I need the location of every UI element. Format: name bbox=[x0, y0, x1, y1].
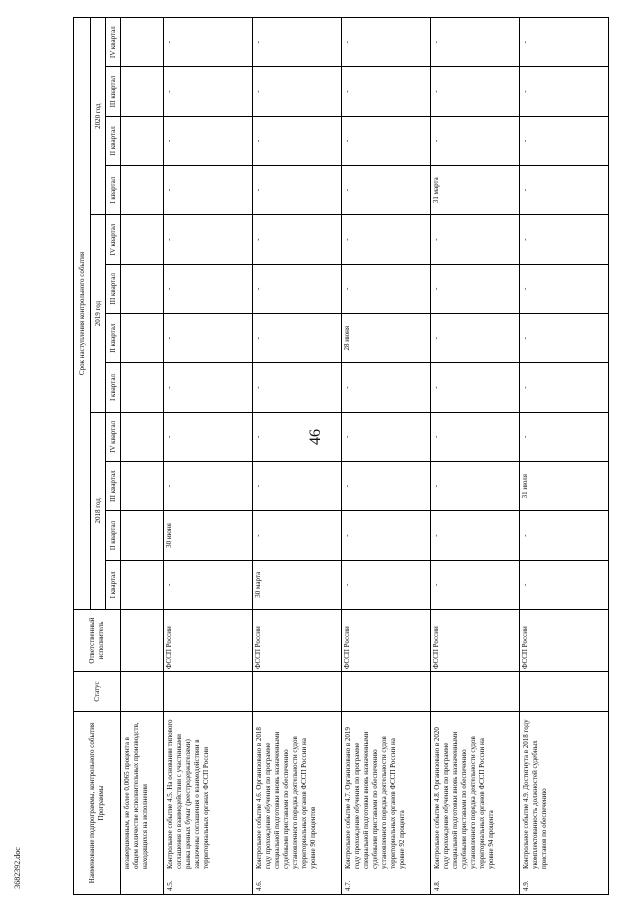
deadline-cell: - bbox=[431, 116, 520, 165]
deadline-cell: - bbox=[164, 363, 253, 412]
event-name: Контрольное событие 4.8. Организовано в 2020 году прохождение обучения по программе специальной подготовки вновь назначенными судебными приставами по обеспечению установленного порядка деятельности судов территориальных органов ФССП России на уровне 94 процента bbox=[433, 727, 495, 869]
deadline-cell: - bbox=[164, 462, 253, 511]
deadline-cell: - bbox=[431, 67, 520, 116]
status-cell bbox=[253, 672, 342, 712]
deadline-cell: - bbox=[253, 215, 342, 264]
deadline-cell: - bbox=[431, 462, 520, 511]
deadline-cell: - bbox=[520, 511, 609, 560]
table-row bbox=[520, 17, 609, 894]
deadline-cell bbox=[121, 560, 164, 609]
deadline-cell: - bbox=[431, 412, 520, 461]
deadline-cell: - bbox=[253, 511, 342, 560]
deadline-cell: - bbox=[342, 67, 431, 116]
deadline-cell: - bbox=[520, 116, 609, 165]
header-quarter: IV квартал bbox=[106, 412, 121, 461]
deadline-cell: - bbox=[253, 314, 342, 363]
deadline-cell bbox=[121, 462, 164, 511]
header-name: Наименование подпрограммы, контрольного события Программы bbox=[74, 712, 121, 895]
deadline-cell: - bbox=[253, 412, 342, 461]
deadline-cell: - bbox=[342, 166, 431, 215]
deadline-cell: - bbox=[164, 560, 253, 609]
header-quarter: III квартал bbox=[106, 264, 121, 313]
deadline-cell: - bbox=[342, 215, 431, 264]
deadline-cell: - bbox=[253, 67, 342, 116]
deadline-cell bbox=[121, 166, 164, 215]
event-name: Контрольное событие 4.9. Достигнута в 2018 году укомплектованность должностей судебных приставов по обеспечению bbox=[522, 719, 548, 869]
event-name-cell bbox=[253, 712, 342, 895]
header-quarter: III квартал bbox=[106, 462, 121, 511]
page-number: 46 bbox=[307, 429, 324, 445]
event-number: 4.6. bbox=[255, 880, 263, 891]
deadline-cell bbox=[121, 363, 164, 412]
deadline-cell: - bbox=[520, 363, 609, 412]
header-quarter: II квартал bbox=[106, 314, 121, 363]
deadline-cell bbox=[121, 412, 164, 461]
deadline-cell: - bbox=[164, 412, 253, 461]
deadline-cell: - bbox=[520, 264, 609, 313]
deadline-cell: - bbox=[431, 17, 520, 66]
deadline-cell: - bbox=[253, 363, 342, 412]
event-name: Контрольное событие 4.5. На основании типового соглашения о взаимодействии с участниками рынка ценных бумаг (реестродержателями) заключены соглашения о взаимодействии в территориальных органах ФССП России bbox=[166, 719, 210, 869]
header-quarter: I квартал bbox=[106, 363, 121, 412]
deadline-cell: - bbox=[253, 17, 342, 66]
header-quarter: I квартал bbox=[106, 560, 121, 609]
document-id: 3682392.doc bbox=[13, 847, 22, 889]
deadline-cell: - bbox=[342, 363, 431, 412]
rotated-table-wrapper bbox=[73, 18, 633, 895]
event-name-cell bbox=[164, 712, 253, 895]
deadline-cell bbox=[121, 116, 164, 165]
event-name: Контрольное событие 4.6. Организовано в 2018 году прохождение обучения по программе специальной подготовки вновь назначенными судебными приставами по обеспечению установленного порядка деятельности судов территориальных органов ФССП России на уровне 90 процентов bbox=[255, 727, 317, 869]
event-name-cell bbox=[342, 712, 431, 895]
deadline-cell: - bbox=[520, 314, 609, 363]
header-year: 2018 год bbox=[91, 412, 106, 609]
deadline-cell: 30 июня bbox=[164, 511, 253, 560]
event-number: 4.7. bbox=[344, 880, 352, 891]
header-quarter: III квартал bbox=[106, 67, 121, 116]
deadline-cell bbox=[121, 314, 164, 363]
executor-cell: ФССП России bbox=[253, 610, 342, 672]
header-year: 2020 год bbox=[91, 17, 106, 214]
continuation-text: незавершенным, не более 0,0065 процента в общем количестве исполнительных производств, находящихся на исполнении bbox=[123, 722, 149, 869]
deadline-cell: - bbox=[342, 462, 431, 511]
executor-cell: ФССП России bbox=[520, 610, 609, 672]
event-name: Контрольное событие 4.7. Организовано в 2019 году прохождение обучения по программе специальной подготовки вновь назначенными судебными приставами по обеспечению установленного порядка деятельности судов территориальных органов ФССП России на уровне 92 процента bbox=[344, 727, 406, 869]
header-executor: Ответственный исполнитель bbox=[74, 610, 121, 672]
header-quarter: IV квартал bbox=[106, 17, 121, 66]
deadline-cell: - bbox=[431, 314, 520, 363]
event-number: 4.8. bbox=[433, 880, 441, 891]
deadline-cell: - bbox=[164, 67, 253, 116]
deadline-cell: 31 марта bbox=[431, 166, 520, 215]
table-row bbox=[431, 17, 520, 894]
deadline-cell bbox=[121, 511, 164, 560]
executor-cell: ФССП России bbox=[164, 610, 253, 672]
deadline-cell: - bbox=[520, 17, 609, 66]
event-name-cell bbox=[520, 712, 609, 895]
deadline-cell: - bbox=[253, 166, 342, 215]
deadline-cell: 30 марта bbox=[253, 560, 342, 609]
status-cell bbox=[342, 672, 431, 712]
deadline-cell: 31 июля bbox=[520, 462, 609, 511]
event-name-cell bbox=[431, 712, 520, 895]
deadline-cell: - bbox=[164, 166, 253, 215]
deadline-cell: - bbox=[431, 511, 520, 560]
header-quarter: II квартал bbox=[106, 116, 121, 165]
deadline-cell: - bbox=[164, 17, 253, 66]
deadline-cell: - bbox=[520, 215, 609, 264]
deadline-cell: - bbox=[164, 264, 253, 313]
deadline-cell: - bbox=[520, 67, 609, 116]
deadline-cell: - bbox=[431, 264, 520, 313]
deadline-cell: - bbox=[520, 166, 609, 215]
executor-cell: ФССП России bbox=[342, 610, 431, 672]
deadline-cell: - bbox=[164, 116, 253, 165]
table-row bbox=[342, 17, 431, 894]
event-number: 4.9. bbox=[522, 880, 530, 891]
deadline-cell: - bbox=[520, 560, 609, 609]
header-year: 2019 год bbox=[91, 215, 106, 412]
status-cell bbox=[520, 672, 609, 712]
deadline-cell: - bbox=[164, 215, 253, 264]
deadline-cell: - bbox=[342, 17, 431, 66]
control-events-table bbox=[73, 17, 609, 895]
deadline-cell: 28 июня bbox=[342, 314, 431, 363]
continuation-cell bbox=[121, 712, 164, 895]
header-status: Статус bbox=[74, 672, 121, 712]
deadline-cell bbox=[121, 264, 164, 313]
header-quarter: II квартал bbox=[106, 511, 121, 560]
deadline-cell bbox=[121, 67, 164, 116]
deadline-cell: - bbox=[253, 462, 342, 511]
deadline-cell: - bbox=[342, 264, 431, 313]
table-row bbox=[164, 17, 253, 894]
header-quarter: IV квартал bbox=[106, 215, 121, 264]
deadline-cell: - bbox=[164, 314, 253, 363]
status-cell bbox=[121, 672, 164, 712]
header-quarter: I квартал bbox=[106, 166, 121, 215]
deadline-cell: - bbox=[431, 363, 520, 412]
deadline-cell: - bbox=[342, 412, 431, 461]
deadline-cell: - bbox=[431, 215, 520, 264]
status-cell bbox=[431, 672, 520, 712]
status-cell bbox=[164, 672, 253, 712]
event-number: 4.5. bbox=[166, 880, 174, 891]
deadline-cell: - bbox=[520, 412, 609, 461]
executor-cell: ФССП России bbox=[431, 610, 520, 672]
header-deadline: Срок наступления контрольного события bbox=[74, 17, 91, 609]
deadline-cell bbox=[121, 215, 164, 264]
deadline-cell: - bbox=[431, 560, 520, 609]
deadline-cell: - bbox=[342, 116, 431, 165]
deadline-cell: - bbox=[342, 511, 431, 560]
deadline-cell: - bbox=[342, 560, 431, 609]
executor-cell bbox=[121, 610, 164, 672]
deadline-cell: - bbox=[253, 264, 342, 313]
deadline-cell bbox=[121, 17, 164, 66]
deadline-cell: - bbox=[253, 116, 342, 165]
table-row bbox=[253, 17, 342, 894]
